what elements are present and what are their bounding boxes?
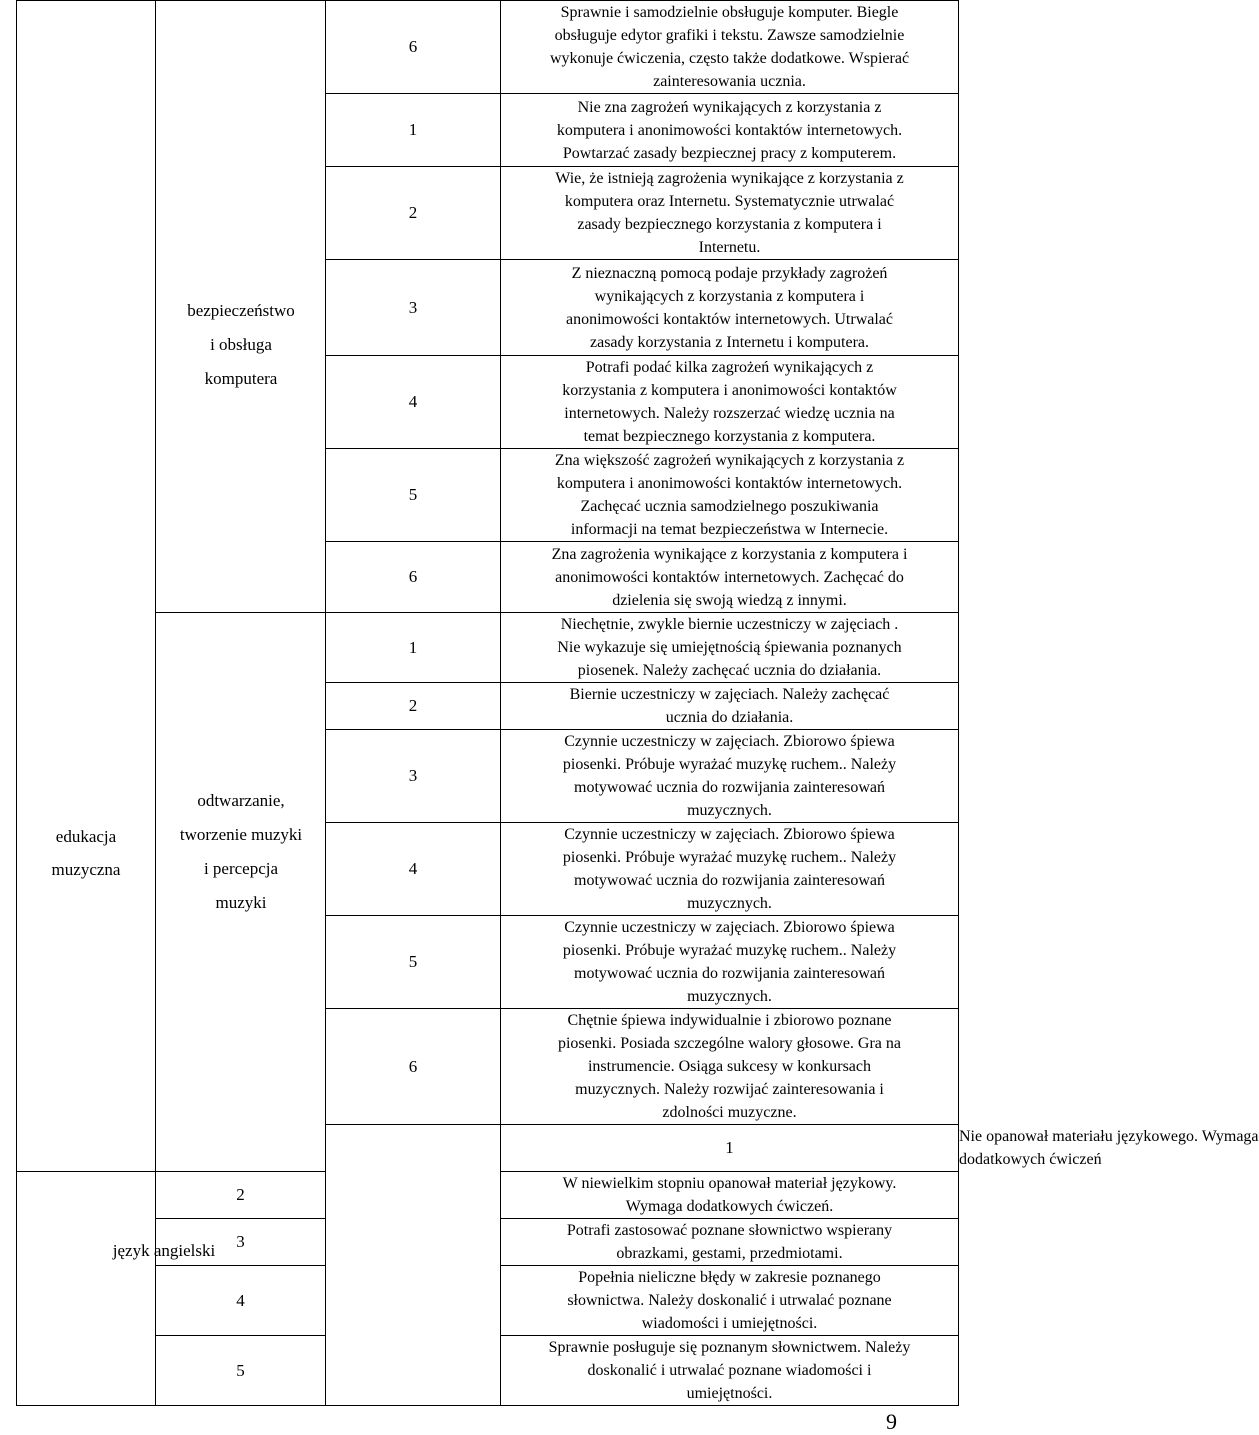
grading-criteria-table (16, 0, 1259, 1406)
grade-cell: 1 (501, 1125, 959, 1172)
description-line: piosenki. Próbuje wyrażać muzykę ruchem.. Należy (562, 849, 897, 866)
description-line: Sprawnie posługuje się poznanym słownictwem. Należy (548, 1339, 911, 1356)
description-line: Zna większość zagrożeń wynikających z korzystania z (554, 452, 905, 469)
description-line: temat bezpiecznego korzystania z komputera. (583, 428, 876, 445)
grade-cell: 1 (326, 613, 501, 683)
area-label-line: i obsługa (210, 335, 272, 354)
description-line: Powtarzać zasady bezpiecznej pracy z komputerem. (562, 144, 897, 162)
description-line: wynikających z korzystania z komputera i (594, 287, 865, 305)
grade-cell: 6 (326, 542, 501, 613)
description-line: Nie wykazuje się umiejętnością śpiewania poznanych (557, 639, 902, 656)
grade-cell: 5 (156, 1336, 326, 1406)
grade-cell: 6 (326, 1009, 501, 1125)
description-line: Z nieznaczną pomocą podaje przykłady zagrożeń (571, 264, 888, 282)
grade-cell: 4 (326, 356, 501, 449)
description-cell (501, 167, 959, 260)
grade-cell: 1 (326, 94, 501, 167)
description-cell (501, 730, 959, 823)
description-line: piosenek. Należy zachęcać ucznia do działania. (577, 662, 882, 679)
description-cell (501, 356, 959, 449)
description-line: ucznia do działania. (665, 709, 794, 726)
grade-cell: 4 (326, 823, 501, 916)
area-label-music-performance (157, 784, 325, 920)
description-cell (501, 613, 959, 683)
description-line: motywować ucznia do rozwijania zainteresowań (574, 872, 885, 889)
table-row: 1 Nie opanował materiału językowego. Wymaga dodatkowych ćwiczeń (17, 1125, 959, 1172)
grade-cell: 3 (326, 260, 501, 356)
description-line: umiejętności. (686, 1385, 773, 1402)
subject-label-line: język angielski (112, 1241, 216, 1260)
description-cell (501, 1009, 959, 1125)
area-label-line: odtwarzanie, (197, 791, 285, 810)
description-line: Nie zna zagrożeń wynikających z korzystania z (577, 98, 882, 116)
grade-cell: 2 (156, 1172, 326, 1219)
area-label-line: muzyki (215, 893, 267, 912)
description-line: muzycznych. Należy rozwijać zainteresowania i (575, 1081, 884, 1098)
grade-cell: 2 (326, 683, 501, 730)
subject-label-english (17, 1234, 311, 1267)
area-label-computer-safety (157, 294, 325, 396)
description-line: muzycznych. (687, 988, 772, 1005)
description-cell (501, 1172, 959, 1219)
description-line: Czynnie uczestniczy w zajęciach. Zbiorowo śpiewa (564, 733, 895, 750)
description-line: piosenki. Próbuje wyrażać muzykę ruchem.. Należy (562, 756, 897, 773)
description-line: piosenki. Posiada szczególne walory głosowe. Gra na (557, 1035, 901, 1052)
description-line: Czynnie uczestniczy w zajęciach. Zbiorowo śpiewa (564, 919, 895, 936)
description-line: Niechętnie, zwykle biernie uczestniczy w zajęciach . (560, 616, 899, 633)
description-line: Internetu. (698, 239, 761, 256)
description-line: anonimowości kontaktów internetowych. Utrwalać (565, 310, 894, 328)
description-line: motywować ucznia do rozwijania zainteresowań (574, 965, 885, 982)
grade-cell: 3 (326, 730, 501, 823)
description-line: Potrafi podać kilka zagrożeń wynikających z (585, 359, 874, 376)
description-line: komputera i anonimowości kontaktów internetowych. (556, 121, 903, 139)
description-cell (501, 1, 959, 94)
description-line: W niewielkim stopniu opanował materiał językowy. (562, 1175, 897, 1192)
description-cell (501, 823, 959, 916)
description-line: piosenki. Próbuje wyrażać muzykę ruchem.. Należy (562, 942, 897, 959)
description-cell (501, 1219, 959, 1266)
description-cell (501, 1336, 959, 1406)
grade-cell: 5 (326, 449, 501, 542)
area-label-line: komputera (204, 369, 278, 388)
description-line: Zachęcać ucznia samodzielnego poszukiwania (580, 498, 879, 515)
description-line: anonimowości kontaktów internetowych. Zachęcać do (555, 568, 904, 586)
description-line: instrumencie. Osiąga sukcesy w konkursach (587, 1058, 872, 1075)
page-number: 9 (886, 1409, 897, 1434)
description-line: muzycznych. (687, 895, 772, 912)
description-line: komputera oraz Internetu. Systematycznie utrwalać (564, 193, 895, 210)
description-line: informacji na temat bezpieczeństwa w Internecie. (570, 521, 889, 538)
area-cell-empty-english (326, 1125, 501, 1406)
description-line: Potrafi zastosować poznane słownictwo wspierany (566, 1222, 893, 1239)
description-line: Biernie uczestniczy w zajęciach. Należy zachęcać (569, 686, 890, 703)
description-line: komputera i anonimowości kontaktów internetowych. (556, 475, 903, 492)
description-line: Wymaga dodatkowych ćwiczeń. (625, 1198, 834, 1215)
description-cell (501, 542, 959, 613)
description-line: Chętnie śpiewa indywidualnie i zbiorowo poznane (567, 1012, 892, 1029)
description-line: obrazkami, gestami, przedmiotami. (616, 1245, 843, 1262)
description-line: Sprawnie i samodzielnie obsługuje komputer. Biegle (560, 4, 899, 21)
description-cell (501, 683, 959, 730)
description-line: zasady bezpiecznego korzystania z komputera i (577, 216, 882, 233)
area-label-line: tworzenie muzyki (179, 825, 303, 844)
description-line: doskonalić i utrwalać poznane wiadomości i (587, 1362, 872, 1379)
description-cell (501, 94, 959, 167)
description-cell (501, 449, 959, 542)
description-line: muzycznych. (687, 802, 772, 819)
table-row (17, 613, 959, 683)
grade-cell: 3 (156, 1219, 326, 1266)
table-row (17, 1, 959, 94)
description-line: zainteresowania ucznia. (653, 73, 806, 90)
grade-cell: 6 (326, 1, 501, 94)
description-cell (501, 1266, 959, 1336)
subject-label-music (17, 820, 155, 886)
description-cell (501, 916, 959, 1009)
description-line: wykonuje ćwiczenia, często także dodatkowe. Wspierać (549, 50, 910, 67)
grade-cell: 2 (326, 167, 501, 260)
grade-cell: 4 (156, 1266, 326, 1336)
description-line: motywować ucznia do rozwijania zainteresowań (574, 779, 885, 796)
description-cell (501, 260, 959, 356)
area-label-line: bezpieczeństwo (187, 301, 295, 320)
description-line: Czynnie uczestniczy w zajęciach. Zbiorowo śpiewa (564, 826, 895, 843)
subject-label-line: muzyczna (51, 860, 121, 879)
description-line: internetowych. Należy rozszerzać wiedzę ucznia na (564, 405, 895, 422)
description-line: obsługuje edytor grafiki i tekstu. Zawsze samodzielnie (554, 27, 905, 44)
area-label-line: i percepcja (203, 859, 279, 878)
description-line: Wie, że istnieją zagrożenia wynikające z korzystania z (555, 170, 904, 187)
grade-cell: 5 (326, 916, 501, 1009)
description-line: zdolności muzyczne. (662, 1104, 797, 1121)
subject-cell-empty-english (17, 1172, 156, 1406)
subject-cell-empty-top (17, 1, 156, 1172)
description-line: dzielenia się swoją wiedzą z innymi. (612, 591, 847, 609)
description-line: Popełnia nieliczne błędy w zakresie poznanego (578, 1269, 881, 1286)
description-line: zasady korzystania z Internetu i komputera. (590, 333, 869, 351)
description-line: Zna zagrożenia wynikające z korzystania z komputera i (551, 545, 908, 563)
description-line: słownictwa. Należy doskonalić i utrwalać poznane (567, 1292, 892, 1309)
subject-label-line: edukacja (55, 827, 117, 846)
description-line: korzystania z komputera i anonimowości kontaktów (562, 382, 897, 399)
description-line: wiadomości i umiejętności. (641, 1315, 818, 1332)
